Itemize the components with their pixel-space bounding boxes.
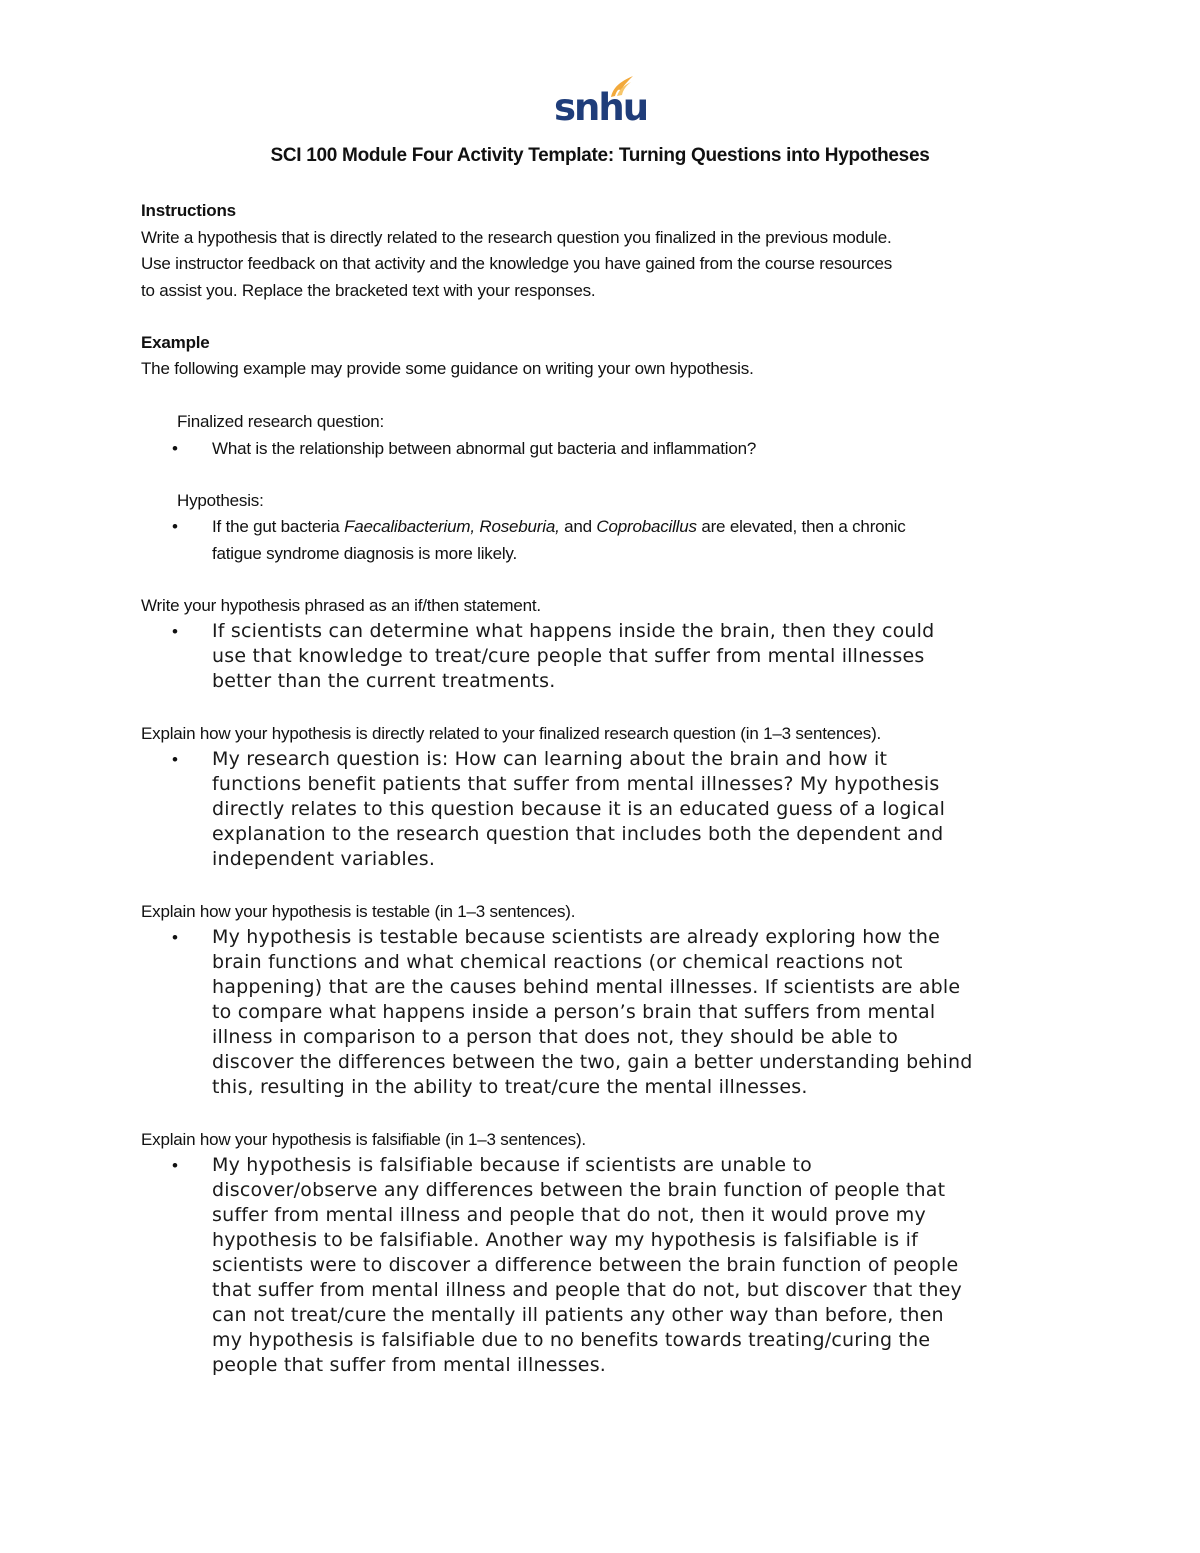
logo-wordmark: snhu <box>554 86 648 129</box>
example-intro: The following example may provide some guidance on writing your own hypothesis. <box>141 359 754 378</box>
answer-line: better than the current treatments. <box>212 670 556 692</box>
answer-line: discover the differences between the two, gain a better understanding behind <box>212 1051 973 1073</box>
instructions-heading: Instructions <box>141 201 236 220</box>
answer-line: my hypothesis is falsifiable due to no benefits towards treating/curing the <box>212 1329 931 1351</box>
answer-line: explanation to the research question that includes both the dependent and <box>212 823 944 845</box>
example-hypothesis: If the gut bacteria Faecalibacterium, Roseburia, and Coprobacillus are elevated, then a chronic <box>212 517 906 536</box>
prompt-label: Explain how your hypothesis is testable (in 1–3 sentences). <box>141 902 576 921</box>
bullet-icon: • <box>172 517 178 536</box>
example-question: What is the relationship between abnormal gut bacteria and inflammation? <box>212 439 757 458</box>
bullet-icon: • <box>172 928 178 947</box>
answer-line: people that suffer from mental illnesses. <box>212 1354 607 1376</box>
answer-line: happening) that are the causes behind mental illnesses. If scientists are able <box>212 976 961 998</box>
answer-line: that suffer from mental illness and people that do not, but discover that they <box>212 1279 962 1301</box>
bullet-icon: • <box>172 622 178 641</box>
answer-line: to compare what happens inside a person’s brain that suffers from mental <box>212 1001 936 1023</box>
answer-line: If scientists can determine what happens inside the brain, then they could <box>212 620 935 642</box>
answer-line: illness in comparison to a person that does not, they should be able to <box>212 1026 899 1048</box>
answer-line: My hypothesis is testable because scientists are already exploring how the <box>212 926 941 948</box>
bullet-icon: • <box>172 750 178 769</box>
example-heading: Example <box>141 333 210 352</box>
answer-line: brain functions and what chemical reactions (or chemical reactions not <box>212 951 903 973</box>
answer-line: directly relates to this question because it is an educated guess of a logical <box>212 798 946 820</box>
question-label: Finalized research question: <box>177 412 385 431</box>
answer-line: discover/observe any differences between the brain function of people that <box>212 1179 946 1201</box>
prompt-label: Explain how your hypothesis is falsifiable (in 1–3 sentences). <box>141 1130 586 1149</box>
answer-line: My hypothesis is falsifiable because if scientists are unable to <box>212 1154 812 1176</box>
bullet-icon: • <box>172 439 178 458</box>
answer-line: use that knowledge to treat/cure people that suffer from mental illnesses <box>212 645 925 667</box>
answer-line: functions benefit patients that suffer from mental illnesses? My hypothesis <box>212 773 940 795</box>
prompt-label: Write your hypothesis phrased as an if/then statement. <box>141 596 541 615</box>
snhu-logo <box>554 74 648 132</box>
answer-line: independent variables. <box>212 848 436 870</box>
instructions-line: to assist you. Replace the bracketed text with your responses. <box>141 281 596 300</box>
instructions-line: Write a hypothesis that is directly related to the research question you finalized in the previous module. <box>141 228 892 247</box>
answer-line: My research question is: How can learning about the brain and how it <box>212 748 888 770</box>
answer-line: this, resulting in the ability to treat/cure the mental illnesses. <box>212 1076 808 1098</box>
hypothesis-label: Hypothesis: <box>177 491 264 510</box>
page-title: SCI 100 Module Four Activity Template: Turning Questions into Hypotheses <box>270 145 930 166</box>
answer-line: scientists were to discover a difference between the brain function of people <box>212 1254 959 1276</box>
prompt-label: Explain how your hypothesis is directly related to your finalized research question (in 1–3 sentences). <box>141 724 882 743</box>
example-hypothesis-line2: fatigue syndrome diagnosis is more likely. <box>212 544 517 563</box>
bullet-icon: • <box>172 1156 178 1175</box>
answer-line: suffer from mental illness and people that do not, then it would prove my <box>212 1204 926 1226</box>
answer-line: can not treat/cure the mentally ill patients any other way than before, then <box>212 1304 944 1326</box>
answer-line: hypothesis to be falsifiable. Another way my hypothesis is falsifiable is if <box>212 1229 918 1251</box>
instructions-line: Use instructor feedback on that activity and the knowledge you have gained from the course resources <box>141 254 893 273</box>
